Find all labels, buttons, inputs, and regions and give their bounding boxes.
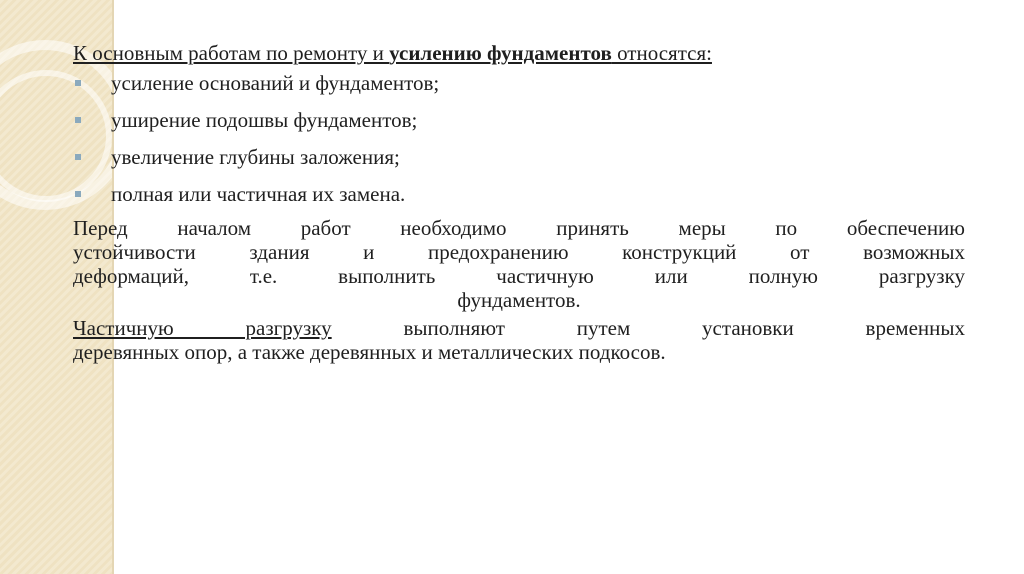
paragraph-line: фундаментов. xyxy=(457,288,581,312)
bullet-square-icon xyxy=(75,80,81,86)
intro-line xyxy=(73,41,965,65)
intro-underlined xyxy=(73,41,712,65)
bullet-list xyxy=(73,71,965,206)
list-item-text: уширение подошвы фундаментов; xyxy=(111,108,418,132)
paragraph-line: деформаций, т.е. выполнить частичную или полную разгрузку xyxy=(73,264,965,288)
paragraph-line: деревянных опор, а также деревянных и металлических подкосов. xyxy=(73,340,666,364)
intro-bold: усилению фундаментов xyxy=(389,41,612,65)
paragraph-line: устойчивости здания и предохранению конструкций от возможных xyxy=(73,240,965,264)
intro-part1: К основным работам по ремонту и xyxy=(73,41,390,65)
list-item xyxy=(73,108,965,132)
bullet-square-icon xyxy=(75,154,81,160)
list-item xyxy=(73,182,965,206)
paragraph-line xyxy=(73,316,965,340)
paragraph-partial-unloading xyxy=(73,316,965,364)
intro-part2: относятся: xyxy=(611,41,712,65)
paragraph-text: выполняют путем установки временных xyxy=(331,316,965,340)
paragraph-preparation xyxy=(73,216,965,312)
list-item-text: увеличение глубины заложения; xyxy=(111,145,400,169)
list-item-text: усиление оснований и фундаментов; xyxy=(111,71,440,95)
slide-content xyxy=(73,41,965,364)
list-item-text: полная или частичная их замена. xyxy=(111,182,406,206)
bullet-square-icon xyxy=(75,117,81,123)
list-item xyxy=(73,145,965,169)
bullet-square-icon xyxy=(75,191,81,197)
paragraph-line: Перед началом работ необходимо принять меры по обеспечению xyxy=(73,216,965,240)
list-item xyxy=(73,71,965,95)
underlined-term: Частичную разгрузку xyxy=(73,316,332,340)
